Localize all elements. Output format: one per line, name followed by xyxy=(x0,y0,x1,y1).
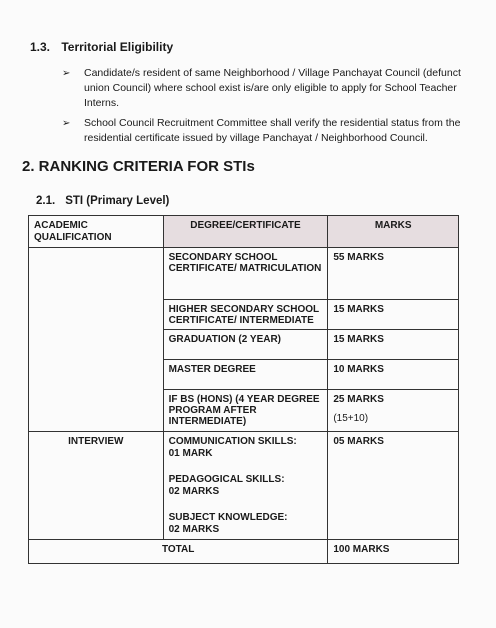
bullet-item xyxy=(62,66,472,111)
bullet-text: School Council Recruitment Committee shall verify the residential status from the residential certificate issued by village Panchayat / Neighborhood Council. xyxy=(84,117,461,144)
degree-cell: MASTER DEGREE xyxy=(163,360,328,390)
section-number: 1.3. xyxy=(30,40,51,54)
section-title: Territorial Eligibility xyxy=(61,40,174,54)
header-degree: DEGREE/CERTIFICATE xyxy=(163,216,328,248)
degree-cell: HIGHER SECONDARY SCHOOL CERTIFICATE/ INTERMEDIATE xyxy=(163,300,328,330)
degree-cell: IF BS (HONS) (4 YEAR DEGREE PROGRAM AFTER INTERMEDIATE) xyxy=(163,390,328,432)
marks-cell: 10 MARKS xyxy=(328,360,459,390)
skill-marks: 01 MARK xyxy=(168,448,213,459)
skill-name: PEDAGOGICAL SKILLS: xyxy=(168,474,285,485)
total-marks: 100 MARKS xyxy=(328,540,459,564)
section-1-3-heading xyxy=(30,40,173,54)
marks-cell: 55 MARKS xyxy=(328,248,459,300)
marks-value: 25 MARKS xyxy=(333,394,384,405)
degree-cell: SECONDARY SCHOOL CERTIFICATE/ MATRICULATION xyxy=(163,248,328,300)
interview-skills-cell xyxy=(163,432,328,540)
skill-item xyxy=(169,436,323,460)
marks-note: (15+10) xyxy=(333,413,369,424)
skill-item xyxy=(169,474,323,498)
section-2-heading: 2. RANKING CRITERIA FOR STIs xyxy=(22,158,255,175)
section-number: 2.1. xyxy=(36,195,56,207)
table-row xyxy=(29,248,459,300)
ranking-criteria-table xyxy=(28,215,459,564)
marks-cell: 15 MARKS xyxy=(328,300,459,330)
section-title: STI (Primary Level) xyxy=(65,195,170,207)
total-label: TOTAL xyxy=(29,540,328,564)
header-qualification: ACADEMIC QUALIFICATION xyxy=(29,216,164,248)
header-marks: MARKS xyxy=(328,216,459,248)
skill-name: SUBJECT KNOWLEDGE: xyxy=(168,512,288,523)
bullet-text: Candidate/s resident of same Neighborhood / Village Panchayat Council (defunct union Council) where school exist is/are only eligible to apply for School Teacher Interns. xyxy=(84,67,461,109)
table-header-row xyxy=(29,216,459,248)
total-row xyxy=(29,540,459,564)
skill-marks: 02 MARKS xyxy=(168,486,220,497)
marks-cell xyxy=(328,390,459,432)
arrow-right-icon: ➢ xyxy=(62,68,71,79)
skill-name: COMMUNICATION SKILLS: xyxy=(168,436,297,447)
bullet-item xyxy=(62,116,472,146)
academic-group-cell xyxy=(29,248,164,432)
skill-marks: 02 MARKS xyxy=(168,524,220,535)
section-2-1-heading xyxy=(36,195,169,207)
skill-item xyxy=(169,512,323,536)
interview-row xyxy=(29,432,459,540)
interview-marks: 05 MARKS xyxy=(328,432,459,540)
interview-label: INTERVIEW xyxy=(29,432,164,540)
marks-cell: 15 MARKS xyxy=(328,330,459,360)
degree-cell: GRADUATION (2 YEAR) xyxy=(163,330,328,360)
arrow-right-icon: ➢ xyxy=(62,118,71,129)
